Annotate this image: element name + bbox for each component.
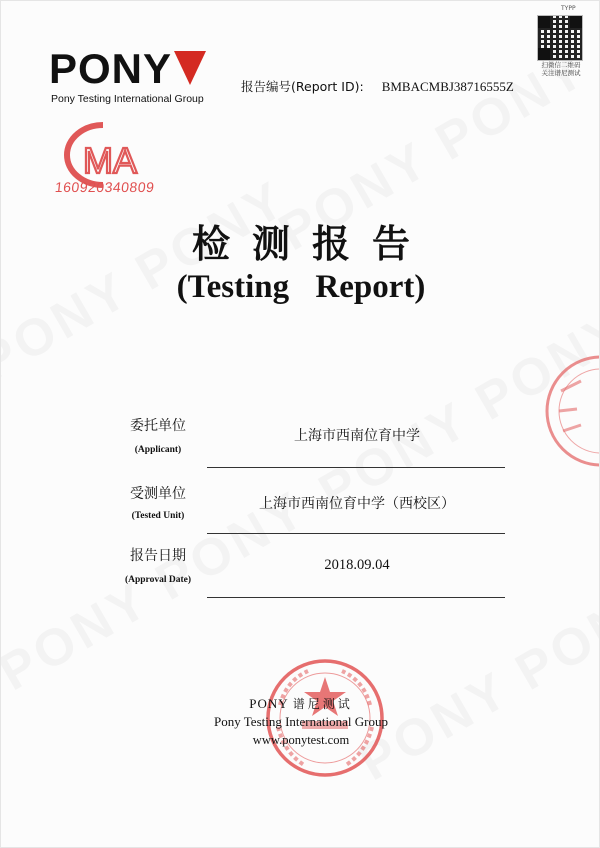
- ma-mark: MA: [83, 140, 137, 181]
- field-underline: [207, 533, 505, 534]
- qr-caption-line1: 扫微信二维码: [541, 61, 581, 69]
- page-title-cn: 检测报告: [191, 222, 432, 266]
- field-label-cn: 委托单位: [130, 418, 186, 434]
- logo-text: PONY: [49, 45, 173, 92]
- field-label-cn: 受测单位: [130, 486, 186, 502]
- qr-caption-line2: 关注谱尼测试: [541, 69, 581, 77]
- field-label-en: (Applicant): [134, 445, 182, 455]
- field-value: 上海市西南位育中学（西校区）: [259, 496, 455, 512]
- company-seal-icon: [541, 351, 600, 471]
- field-label-en: (Tested Unit): [131, 511, 185, 521]
- field-label-cn: 报告日期: [130, 548, 186, 564]
- logo-wordmark: [49, 45, 206, 92]
- footer-brand: [1, 695, 600, 712]
- report-id: [241, 77, 514, 95]
- ma-code: 160920340809: [54, 179, 156, 195]
- pony-logo-icon: [49, 45, 206, 105]
- field-value: 2018.09.04: [324, 557, 390, 573]
- report-id-value: BMBACMBJ38716555Z: [381, 79, 514, 94]
- footer-company: Pony Testing International Group: [214, 714, 388, 729]
- watermark: [349, 569, 600, 793]
- logo-triangle-icon: [174, 51, 206, 85]
- qr-caption: [531, 61, 591, 77]
- field-label-en: (Approval Date): [124, 575, 192, 585]
- footer-brand-cn: 谱尼测试: [292, 697, 353, 711]
- field-value: 上海市西南位育中学: [294, 428, 420, 444]
- report-id-label: 报告编号(Report ID):: [241, 79, 364, 94]
- footer-website-link[interactable]: www.ponytest.com: [252, 733, 350, 747]
- page-title-en: (Testing Report): [176, 269, 426, 305]
- footer-brand-en: PONY: [249, 696, 289, 711]
- field-underline: [207, 467, 505, 468]
- field-underline: [207, 597, 505, 598]
- qr-top-label: TYPP: [561, 5, 576, 12]
- logo-subtitle: Pony Testing International Group: [51, 93, 204, 105]
- qr-code-icon: [537, 15, 583, 61]
